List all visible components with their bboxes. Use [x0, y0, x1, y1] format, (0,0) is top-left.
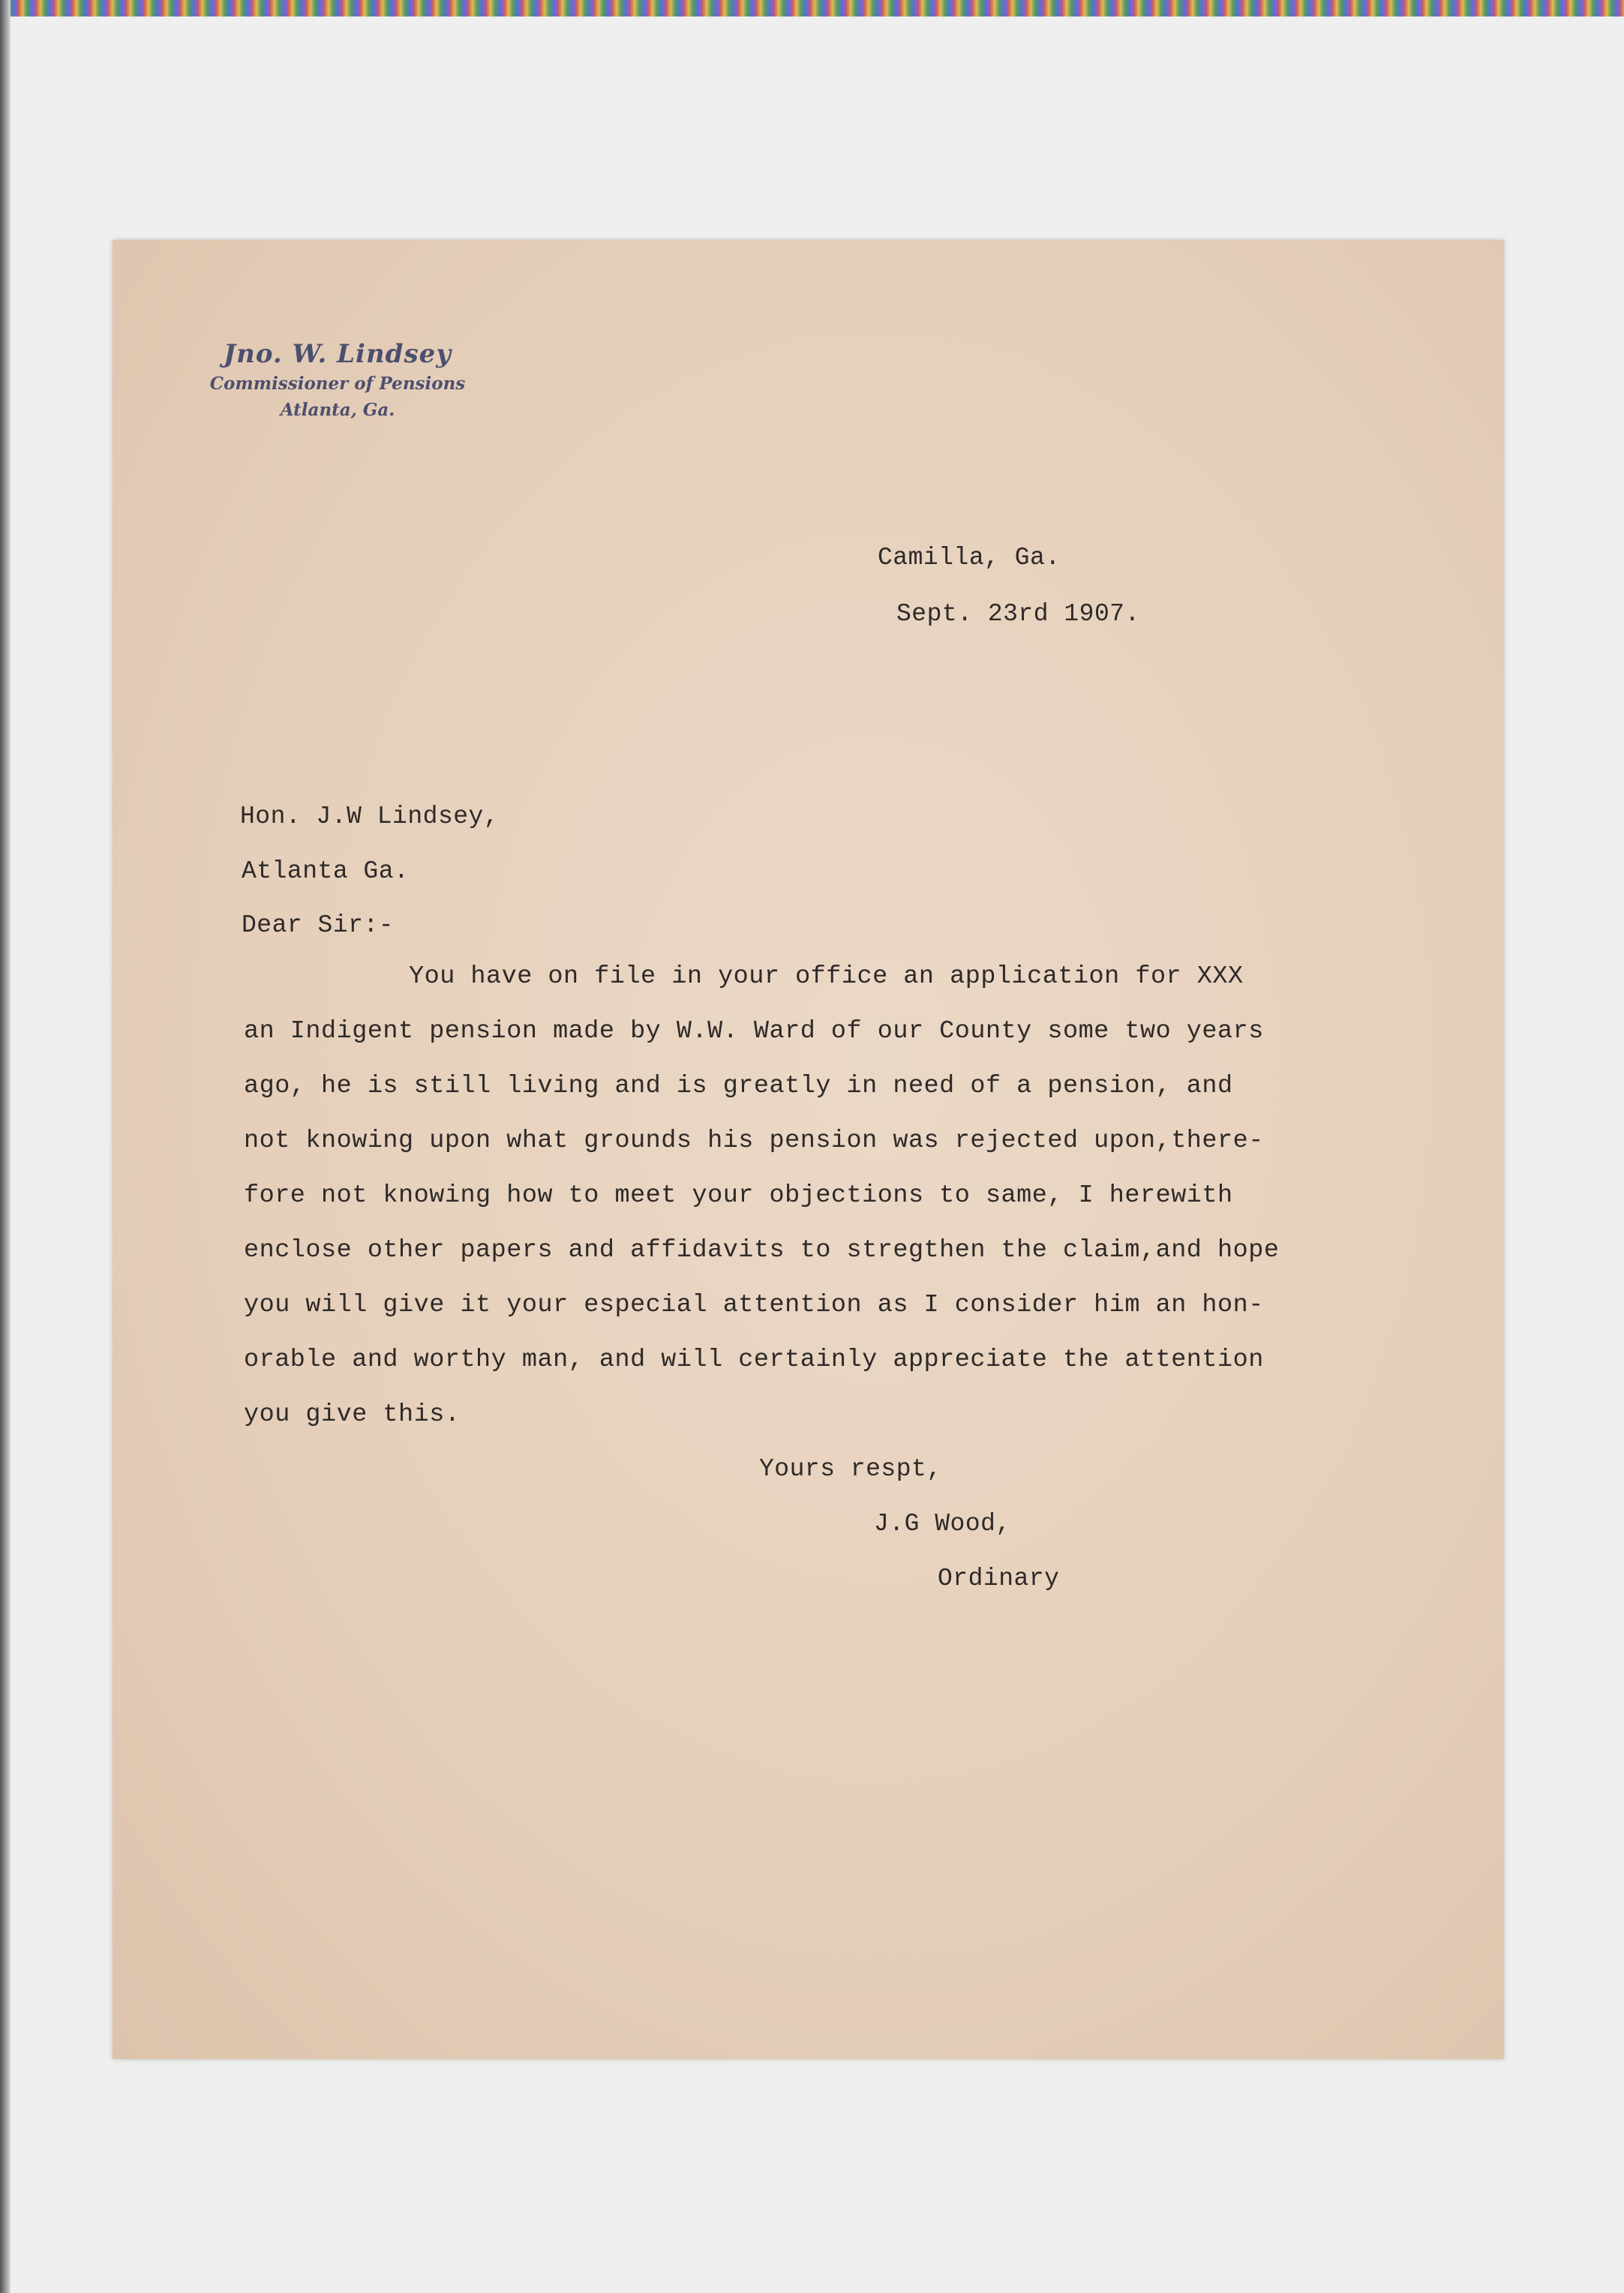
salutation: Dear Sir:- — [242, 911, 395, 939]
scanner-edge — [0, 0, 11, 2293]
letter-place: Camilla, Ga. — [878, 544, 1061, 572]
signature: J.G Wood, — [874, 1510, 1011, 1538]
body-line: not knowing upon what grounds his pension was rejected upon,there- — [244, 1127, 1264, 1155]
letterhead-title: Commissioner of Pensions — [209, 374, 466, 394]
body-line: orable and worthy man, and will certainly appreciate the attention — [244, 1346, 1264, 1374]
signer-title: Ordinary — [938, 1565, 1060, 1592]
letterhead-name: Jno. W. Lindsey — [224, 339, 452, 369]
body-line: you give this. — [244, 1400, 461, 1429]
scanner-color-strip — [0, 0, 1624, 17]
letterhead — [180, 338, 495, 423]
letter-date: Sept. 23rd 1907. — [896, 600, 1140, 628]
recipient-city: Atlanta Ga. — [242, 857, 410, 885]
body-line: an Indigent pension made by W.W. Ward of our County some two years — [244, 1017, 1264, 1046]
body-line: enclose other papers and affidavits to stregthen the claim,and hope — [244, 1236, 1280, 1265]
body-line: you will give it your especial attention as I consider him an hon- — [244, 1291, 1264, 1319]
body-line: You have on file in your office an application for XXX — [409, 962, 1244, 991]
body-line: ago, he is still living and is greatly in need of a pension, and — [244, 1072, 1233, 1100]
letter-body — [244, 962, 1279, 1455]
body-line: fore not knowing how to meet your objections to same, I herewith — [244, 1181, 1233, 1210]
closing: Yours respt, — [759, 1455, 942, 1483]
recipient-name: Hon. J.W Lindsey, — [240, 803, 500, 830]
letterhead-city: Atlanta, Ga. — [280, 400, 395, 420]
